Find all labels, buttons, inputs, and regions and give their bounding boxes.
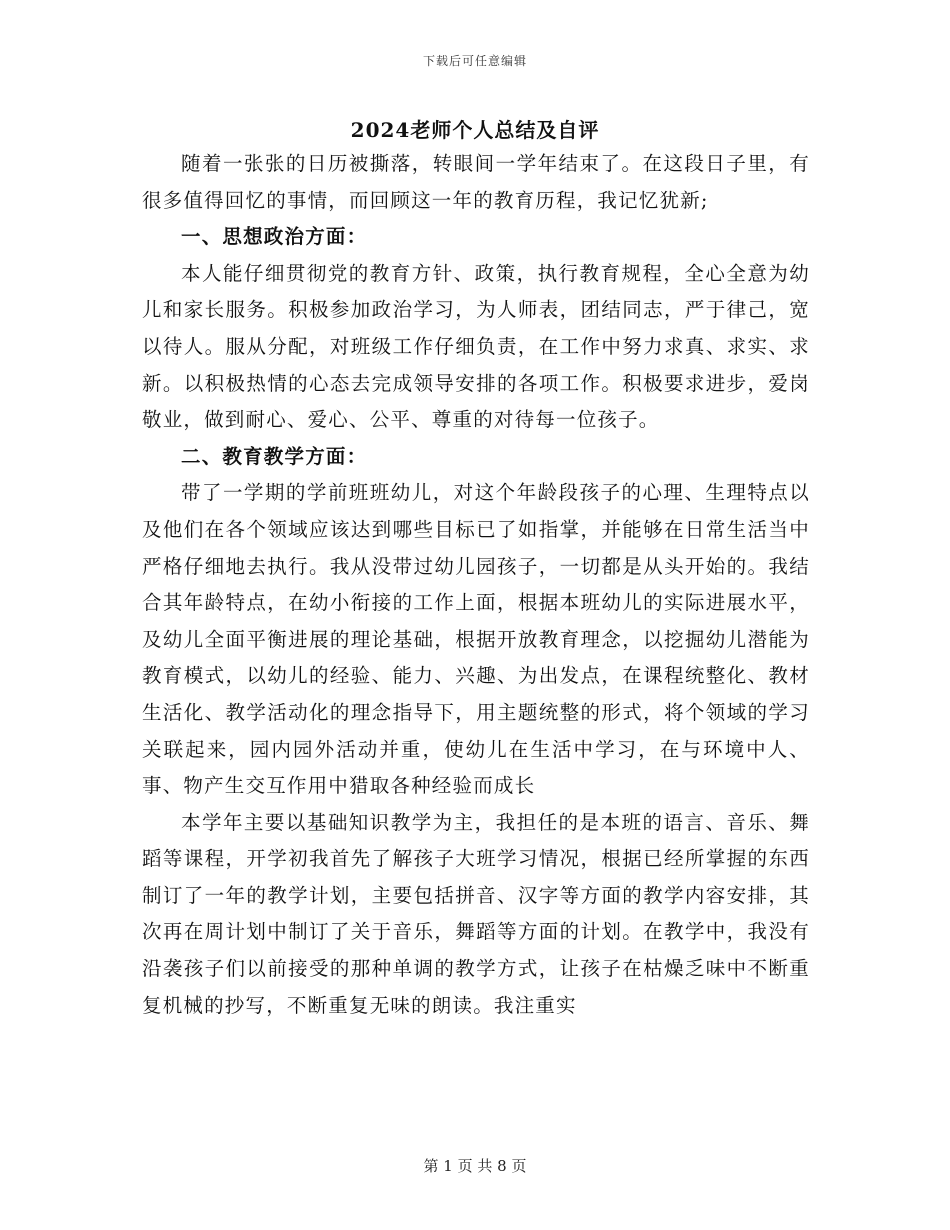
document-body	[142, 146, 810, 1024]
section-heading-politics: 一、思想政治方面：	[181, 225, 368, 249]
politics-paragraph: 本人能仔细贯彻党的教育方针、政策，执行教育规程，全心全意为幼儿和家长服务。积极参加政治学习，为人师表，团结同志，严于律己，宽以待人。服从分配，对班级工作仔细负责，在工作中努力求真、求实、求新。以积极热情的心态去完成领导安排的各项工作。积极要求进步，爱岗敬业，做到耐心、爱心、公平、尊重的对待每一位孩子。	[142, 261, 810, 432]
page-number: 第 1 页 共 8 页	[423, 1157, 527, 1175]
teaching-paragraph-2: 本学年主要以基础知识教学为主，我担任的是本班的语言、音乐、舞蹈等课程，开学初我首先了解孩子大班学习情况，根据已经所掌握的东西制订了一年的教学计划，主要包括拼音、汉字等方面的教学内容安排，其次再在周计划中制订了关于音乐，舞蹈等方面的计划。在教学中，我没有沿袭孩子们以前接受的那种单调的教学方式，让孩子在枯燥乏味中不断重复机械的抄写，不断重复无味的朗读。我注重实	[142, 810, 810, 1017]
document-title: 2024老师个人总结及自评	[350, 118, 600, 142]
section-heading-teaching: 二、教育教学方面：	[181, 444, 368, 468]
teaching-paragraph-1: 带了一学期的学前班班幼儿，对这个年龄段孩子的心理、生理特点以及他们在各个领域应该达到哪些目标已了如指掌，并能够在日常生活当中严格仔细地去执行。我从没带过幼儿园孩子，一切都是从头开始的。我结合其年龄特点，在幼小衔接的工作上面，根据本班幼儿的实际进展水平，及幼儿全面平衡进展的理论基础，根据开放教育理念，以挖掘幼儿潜能为教育模式，以幼儿的经验、能力、兴趣、为出发点，在课程统整化、教材生活化、教学活动化的理念指导下，用主题统整的形式，将个领域的学习关联起来，园内园外活动并重，使幼儿在生活中学习，在与环境中人、事、物产生交互作用中猎取各种经验而成长	[142, 481, 810, 798]
header-note: 下载后可任意编辑	[422, 54, 527, 68]
intro-paragraph: 随着一张张的日历被撕落，转眼间一学年结束了。在这段日子里，有很多值得回忆的事情，而回顾这一年的教育历程，我记忆犹新;	[142, 152, 810, 212]
